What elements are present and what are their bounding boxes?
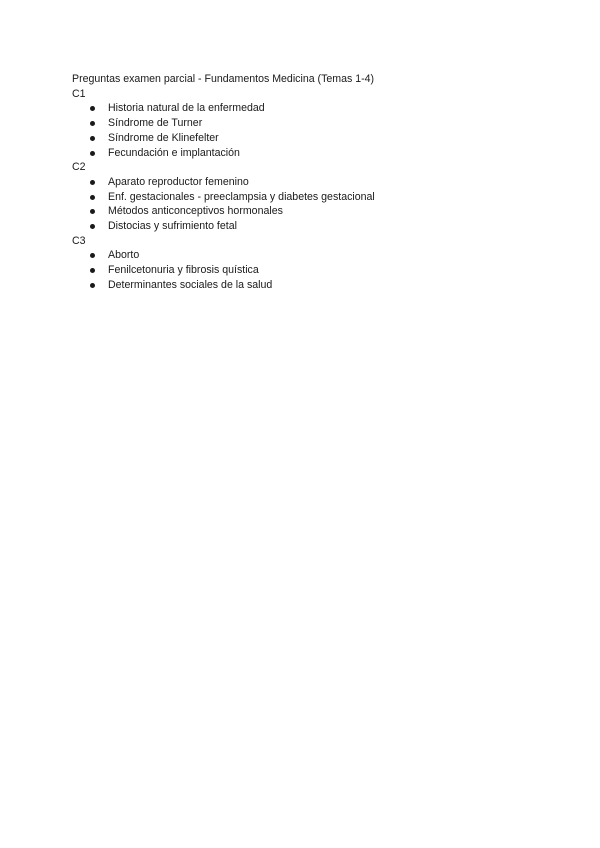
list-item [72, 278, 532, 293]
list-item [72, 131, 532, 146]
section-c2 [72, 160, 532, 234]
bullet-icon [90, 180, 95, 185]
bullet-icon [90, 151, 95, 156]
bullet-icon [90, 268, 95, 273]
list-item-text: Determinantes sociales de la salud [108, 278, 273, 291]
section-label: C1 [72, 87, 86, 100]
bullet-icon [90, 224, 95, 229]
list-item-text: Fenilcetonuria y fibrosis quística [108, 264, 259, 277]
bullet-list [72, 175, 532, 234]
bullet-icon [90, 253, 95, 258]
document-title: Preguntas examen parcial - Fundamentos Medicina (Temas 1-4) [72, 73, 375, 85]
section-c1 [72, 87, 532, 161]
bullet-list [72, 248, 532, 292]
list-item-text: Historia natural de la enfermedad [108, 102, 265, 115]
list-item-text: Fecundación e implantación [108, 146, 240, 159]
list-item [72, 248, 532, 263]
list-item-text: Métodos anticonceptivos hormonales [108, 205, 283, 218]
bullet-icon [90, 195, 95, 200]
list-item-text: Síndrome de Klinefelter [108, 131, 219, 144]
section-label: C3 [72, 234, 86, 247]
list-item [72, 101, 532, 116]
list-item [72, 263, 532, 278]
list-item [72, 190, 532, 205]
list-item [72, 116, 532, 131]
section-c3 [72, 234, 532, 293]
bullet-icon [90, 106, 95, 111]
list-item [72, 175, 532, 190]
section-label: C2 [72, 161, 86, 174]
document-page [72, 72, 532, 293]
bullet-icon [90, 121, 95, 126]
bullet-icon [90, 283, 95, 288]
bullet-icon [90, 136, 95, 141]
list-item-text: Distocias y sufrimiento fetal [108, 220, 237, 233]
bullet-list [72, 101, 532, 160]
list-item [72, 219, 532, 234]
list-item-text: Aborto [108, 249, 140, 262]
list-item [72, 204, 532, 219]
list-item [72, 146, 532, 161]
list-item-text: Síndrome de Turner [108, 117, 203, 130]
bullet-icon [90, 209, 95, 214]
list-item-text: Aparato reproductor femenino [108, 175, 249, 188]
list-item-text: Enf. gestacionales - preeclampsia y diabetes gestacional [108, 190, 375, 203]
